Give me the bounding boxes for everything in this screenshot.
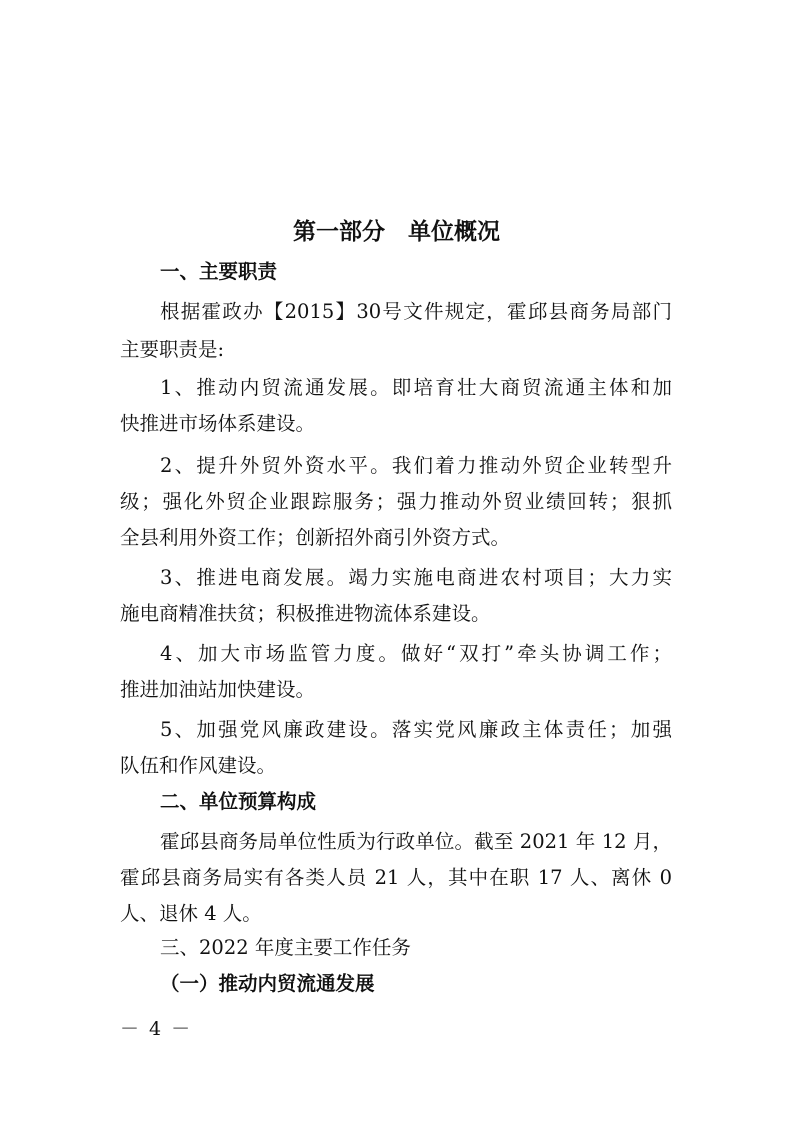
duty-item-line: 施电商精准扶贫；积极推进物流体系建设。 — [120, 602, 491, 625]
duty-item-line: 4、加大市场监管力度。做好“双打”牵头协调工作； — [160, 642, 672, 665]
duty-item-line: 2、提升外贸外资水平。我们着力推动外贸企业转型升 — [160, 454, 672, 477]
page-number: － 4 － — [120, 1018, 193, 1040]
paragraph-line: 人、退休 4 人。 — [120, 902, 262, 925]
duty-item-line: 队伍和作风建设。 — [120, 754, 277, 777]
duty-item-line: 全县利用外资工作；创新招外商引外资方式。 — [120, 526, 511, 549]
paragraph-line: 霍邱县商务局单位性质为行政单位。截至 2021 年 12 月， — [160, 830, 672, 853]
section-heading-main-duties: 一、主要职责 — [160, 260, 278, 283]
paragraph-line: 主要职责是: — [120, 338, 225, 361]
duty-item-line: 3、推进电商发展。竭力实施电商进农村项目；大力实 — [160, 566, 672, 589]
duty-item-line: 5、加强党风廉政建设。落实党风廉政主体责任；加强 — [160, 718, 672, 741]
subsection-heading: （一）推动内贸流通发展 — [160, 972, 375, 995]
section-heading-work-tasks: 三、2022 年度主要工作任务 — [160, 936, 411, 959]
page-title: 第一部分 单位概况 — [293, 219, 500, 245]
duty-item-line: 级；强化外贸企业跟踪服务；强力推动外贸业绩回转；狠抓 — [120, 490, 672, 513]
duty-item-line: 快推进市场体系建设。 — [120, 412, 316, 435]
section-heading-budget-structure: 二、单位预算构成 — [160, 790, 317, 813]
duty-item-line: 1、推动内贸流通发展。即培育壮大商贸流通主体和加 — [160, 376, 672, 399]
paragraph-line: 霍邱县商务局实有各类人员 21 人，其中在职 17 人、离休 0 — [120, 866, 672, 889]
duty-item-line: 推进加油站加快建设。 — [120, 678, 316, 701]
paragraph-line: 根据霍政办【2015】30号文件规定，霍邱县商务局部门 — [160, 300, 672, 323]
